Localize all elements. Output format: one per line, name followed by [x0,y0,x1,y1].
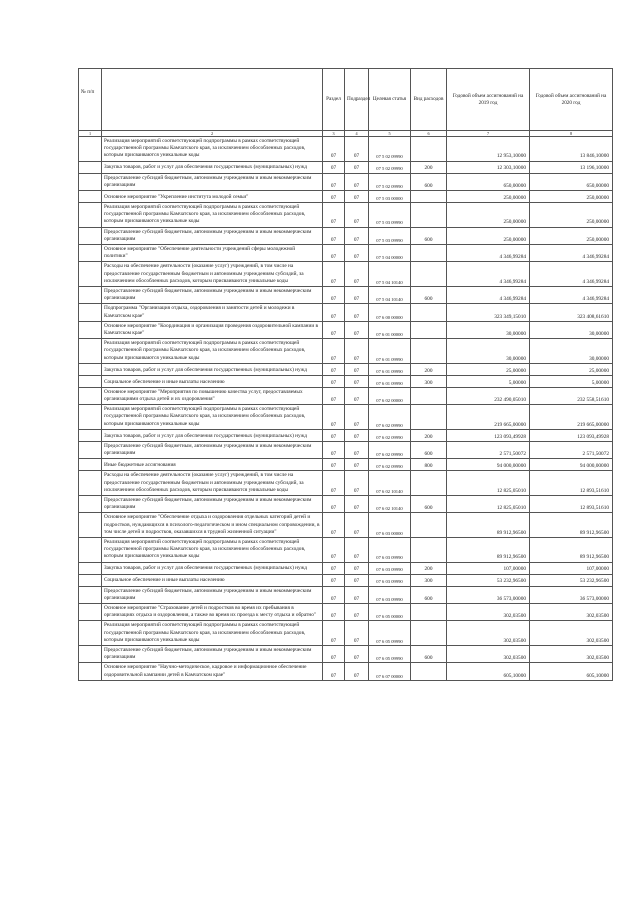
row-subsection: 07 [345,405,369,430]
row-subsection: 07 [345,262,369,287]
row-number [79,513,102,538]
row-expense-type [411,621,447,646]
row-section: 07 [323,405,345,430]
row-section: 07 [323,287,345,304]
row-amount-2019: 302,03500 [447,603,530,620]
row-amount-2019: 107,00000 [447,562,530,574]
row-target-article: 07 6 03 09990 [369,537,411,562]
row-number [79,562,102,574]
row-amount-2019: 25,00000 [447,363,530,375]
row-expense-type: 200 [411,429,447,441]
table-row [79,287,613,304]
column-number: 4 [345,131,369,137]
row-subsection: 07 [345,321,369,338]
row-amount-2019: 219 665,00000 [447,405,530,430]
column-number: 7 [447,131,530,137]
row-amount-2019: 605,10000 [447,663,530,680]
row-amount-2019: 323 349,15010 [447,304,530,321]
row-section: 07 [323,495,345,512]
budget-table [78,68,613,681]
row-number [79,375,102,387]
row-target-article: 07 6 03 09990 [369,562,411,574]
row-section: 07 [323,513,345,538]
row-target-article: 07 6 02 09990 [369,405,411,430]
row-name: Закупка товаров, работ и услуг для обеспечения государственных (муниципальных) нужд [102,161,323,173]
row-name: Расходы на обеспечение деятельности (оказание услуг) учреждений, в том числе на предоставление государственным бюджетным и автономным учреждениям субсидий, за исключением обособленных расходов, которым присваиваются уникальные коды [102,262,323,287]
column-number: 6 [411,131,447,137]
row-expense-type [411,191,447,203]
table-body [79,137,613,681]
row-amount-2020: 13 846,10000 [530,137,613,162]
row-target-article: 07 5 04 00000 [369,245,411,262]
row-subsection: 07 [345,191,369,203]
table-row [79,191,613,203]
row-target-article: 07 6 02 09990 [369,459,411,471]
row-amount-2019: 89 912,96500 [447,537,530,562]
row-section: 07 [323,603,345,620]
row-amount-2019: 250,00000 [447,227,530,244]
row-section: 07 [323,203,345,228]
row-section: 07 [323,537,345,562]
row-number [79,429,102,441]
column-number: 1 [79,131,102,137]
table-row [79,203,613,228]
row-number [79,173,102,190]
row-number [79,471,102,496]
table-row [79,663,613,680]
table-row [79,363,613,375]
table-row [79,262,613,287]
row-amount-2020: 219 665,00000 [530,405,613,430]
row-section: 07 [323,304,345,321]
row-name: Предоставление субсидий бюджетным, автономным учреждениям и иным некоммерческим организациям [102,441,323,458]
row-expense-type: 600 [411,441,447,458]
row-section: 07 [323,173,345,190]
row-name: Закупка товаров, работ и услуг для обеспечения государственных (муниципальных) нужд [102,429,323,441]
table-row [79,645,613,662]
row-subsection: 07 [345,621,369,646]
row-name: Реализация мероприятий соответствующей подпрограммы в рамках соответствующей государственной программы Камчатского края, за исключением обособленных расходов, которым присваиваются уникальные коды [102,537,323,562]
row-amount-2020: 123 093,49928 [530,429,613,441]
row-target-article: 07 6 02 00000 [369,387,411,404]
table-row [79,441,613,458]
row-expense-type [411,304,447,321]
row-expense-type: 300 [411,375,447,387]
row-section: 07 [323,574,345,586]
row-expense-type: 800 [411,459,447,471]
header-num: № п/п [79,69,102,131]
column-number: 3 [323,131,345,137]
row-name: Основное мероприятие "Научно-методическое, кадровое и информационное обеспечение оздоровительной кампании детей в Камчатском крае" [102,663,323,680]
row-amount-2020: 53 232,96500 [530,574,613,586]
row-name: Подпрограмма "Организация отдыха, оздоровления и занятости детей и молодежи в Камчатском крае" [102,304,323,321]
row-section: 07 [323,562,345,574]
row-amount-2019: 250,00000 [447,203,530,228]
row-subsection: 07 [345,586,369,603]
row-amount-2020: 232 558,51610 [530,387,613,404]
row-amount-2019: 94 000,00000 [447,459,530,471]
row-amount-2020: 4 346,99284 [530,245,613,262]
row-subsection: 07 [345,304,369,321]
table-row [79,227,613,244]
row-amount-2020: 302,03500 [530,621,613,646]
row-expense-type [411,405,447,430]
row-target-article: 07 6 02 09990 [369,441,411,458]
row-section: 07 [323,645,345,662]
row-number [79,287,102,304]
row-number [79,262,102,287]
row-amount-2019: 12 825,05010 [447,495,530,512]
row-number [79,161,102,173]
row-name: Предоставление субсидий бюджетным, автономным учреждениям и иным некоммерческим организациям [102,227,323,244]
row-target-article: 07 6 01 00000 [369,321,411,338]
row-expense-type: 600 [411,495,447,512]
row-subsection: 07 [345,537,369,562]
row-amount-2020: 12 893,51610 [530,495,613,512]
row-amount-2020: 302,03500 [530,603,613,620]
header-target-article: Целевая статья [369,69,411,131]
row-number [79,137,102,162]
row-expense-type [411,137,447,162]
row-amount-2019: 232 490,05010 [447,387,530,404]
row-expense-type [411,603,447,620]
row-subsection: 07 [345,363,369,375]
row-amount-2020: 4 346,99284 [530,287,613,304]
row-expense-type: 200 [411,562,447,574]
row-number [79,574,102,586]
row-number [79,203,102,228]
row-amount-2020: 250,00000 [530,227,613,244]
row-amount-2019: 12 825,05010 [447,471,530,496]
row-name: Закупка товаров, работ и услуг для обеспечения государственных (муниципальных) нужд [102,562,323,574]
row-target-article: 07 6 05 09990 [369,645,411,662]
header-name [102,69,323,131]
row-amount-2019: 5,00000 [447,375,530,387]
row-amount-2019: 650,00000 [447,173,530,190]
row-amount-2019: 4 346,99284 [447,262,530,287]
row-subsection: 07 [345,375,369,387]
row-section: 07 [323,586,345,603]
row-name: Основное мероприятие "Укрепление института молодой семьи" [102,191,323,203]
table-row [79,137,613,162]
row-expense-type: 600 [411,227,447,244]
row-amount-2020: 5,00000 [530,375,613,387]
row-amount-2020: 650,00000 [530,173,613,190]
table-row [79,387,613,404]
table-row [79,429,613,441]
row-target-article: 07 5 03 09990 [369,227,411,244]
row-number [79,304,102,321]
row-number [79,537,102,562]
row-subsection: 07 [345,387,369,404]
row-subsection: 07 [345,574,369,586]
row-number [79,663,102,680]
row-subsection: 07 [345,245,369,262]
row-name: Предоставление субсидий бюджетным, автономным учреждениям и иным некоммерческим организациям [102,586,323,603]
row-amount-2019: 250,00000 [447,191,530,203]
row-subsection: 07 [345,645,369,662]
row-section: 07 [323,339,345,364]
row-amount-2020: 2 571,50072 [530,441,613,458]
row-number [79,586,102,603]
row-target-article: 07 6 02 10140 [369,471,411,496]
row-target-article: 07 6 03 00000 [369,513,411,538]
row-subsection: 07 [345,562,369,574]
header-amount-2020: Годовой объем ассигнований на 2020 год [530,69,613,131]
row-section: 07 [323,459,345,471]
row-expense-type: 200 [411,161,447,173]
row-name: Основное мероприятие "Страхование детей и подростков во время их пребывания в организациях отдыха и оздоровления, а также во время их проезда к месту отдыха и обратно" [102,603,323,620]
table-row [79,405,613,430]
row-number [79,645,102,662]
row-number [79,459,102,471]
row-target-article: 07 6 03 09990 [369,586,411,603]
header-subsection: Подраздел [345,69,369,131]
table-header-row [79,69,613,131]
row-amount-2019: 12 303,10000 [447,161,530,173]
row-expense-type: 600 [411,173,447,190]
table-row [79,513,613,538]
row-amount-2019: 53 232,96500 [447,574,530,586]
row-section: 07 [323,245,345,262]
row-expense-type: 300 [411,574,447,586]
row-amount-2019: 302,03500 [447,621,530,646]
row-expense-type: 600 [411,287,447,304]
row-subsection: 07 [345,459,369,471]
row-name: Расходы на обеспечение деятельности (оказание услуг) учреждений, в том числе на предоставление государственным бюджетным и автономным учреждениям субсидий, за исключением обособленных расходов, которым присваиваются уникальные коды [102,471,323,496]
row-name: Основное мероприятие "Обеспечение деятельности учреждений сферы молодежной политики" [102,245,323,262]
row-target-article: 07 5 04 10140 [369,262,411,287]
row-amount-2020: 250,00000 [530,191,613,203]
row-target-article: 07 5 03 09990 [369,203,411,228]
row-subsection: 07 [345,339,369,364]
row-subsection: 07 [345,663,369,680]
row-expense-type [411,321,447,338]
row-subsection: 07 [345,429,369,441]
table-row [79,339,613,364]
column-number: 5 [369,131,411,137]
row-name: Социальное обеспечение и иные выплаты населению [102,375,323,387]
row-name: Предоставление субсидий бюджетным, автономным учреждениям и иным некоммерческим организациям [102,173,323,190]
table-row [79,495,613,512]
row-target-article: 07 5 03 00000 [369,191,411,203]
header-expense-type: Вид расходов [411,69,447,131]
row-number [79,603,102,620]
row-expense-type [411,387,447,404]
table-row [79,586,613,603]
row-number [79,339,102,364]
row-number [79,321,102,338]
row-subsection: 07 [345,513,369,538]
row-subsection: 07 [345,137,369,162]
row-amount-2020: 89 912,96500 [530,537,613,562]
row-amount-2020: 323 408,61610 [530,304,613,321]
row-name: Предоставление субсидий бюджетным, автономным учреждениям и иным некоммерческим организациям [102,495,323,512]
row-section: 07 [323,375,345,387]
row-section: 07 [323,471,345,496]
table-row [79,304,613,321]
row-number [79,387,102,404]
row-subsection: 07 [345,495,369,512]
row-amount-2019: 30,00000 [447,321,530,338]
row-name: Основное мероприятие "Мероприятия по повышению качества услуг, предоставляемых организациями отдыха детей и их оздоровления" [102,387,323,404]
row-name: Реализация мероприятий соответствующей подпрограммы в рамках соответствующей государственной программы Камчатского края, за исключением обособленных расходов, которым присваиваются уникальные коды [102,137,323,162]
row-target-article: 07 6 05 09990 [369,621,411,646]
row-expense-type: 600 [411,645,447,662]
row-number [79,495,102,512]
row-expense-type [411,339,447,364]
row-expense-type [411,663,447,680]
row-expense-type [411,513,447,538]
row-name: Основное мероприятие "Координация и организация проведения оздоровительной кампании в Камчатском крае" [102,321,323,338]
row-subsection: 07 [345,471,369,496]
row-section: 07 [323,227,345,244]
row-target-article: 07 6 07 00000 [369,663,411,680]
header-section: Раздел [323,69,345,131]
table-row [79,321,613,338]
row-target-article: 07 6 01 09990 [369,363,411,375]
row-section: 07 [323,191,345,203]
row-target-article: 07 6 05 00000 [369,603,411,620]
row-target-article: 07 5 02 09990 [369,137,411,162]
row-amount-2020: 94 000,00000 [530,459,613,471]
row-amount-2020: 250,00000 [530,203,613,228]
row-name: Основное мероприятие "Обеспечение отдыха и оздоровления отдельных категорий детей и подростков, нуждающихся в психолого-педагогическом и ином специальном сопровождении, в том числе детей и подростков, оказавшихся в трудной жизненной ситуации" [102,513,323,538]
row-subsection: 07 [345,203,369,228]
row-amount-2020: 30,00000 [530,339,613,364]
row-amount-2020: 4 346,99284 [530,262,613,287]
row-amount-2020: 89 912,96500 [530,513,613,538]
row-name: Реализация мероприятий соответствующей подпрограммы в рамках соответствующей государственной программы Камчатского края, за исключением обособленных расходов, которым присваиваются уникальные коды [102,621,323,646]
row-number [79,245,102,262]
header-amount-2019: Годовой объем ассигнований на 2019 год [447,69,530,131]
budget-document [78,68,612,681]
table-row [79,537,613,562]
row-section: 07 [323,321,345,338]
row-expense-type [411,537,447,562]
row-amount-2019: 30,00000 [447,339,530,364]
table-row [79,603,613,620]
row-expense-type: 600 [411,586,447,603]
row-name: Предоставление субсидий бюджетным, автономным учреждениям и иным некоммерческим организациям [102,287,323,304]
row-subsection: 07 [345,441,369,458]
row-section: 07 [323,621,345,646]
row-name: Закупка товаров, работ и услуг для обеспечения государственных (муниципальных) нужд [102,363,323,375]
row-target-article: 07 6 02 10140 [369,495,411,512]
row-subsection: 07 [345,227,369,244]
row-target-article: 07 6 02 09990 [369,429,411,441]
row-section: 07 [323,429,345,441]
row-amount-2020: 13 196,10000 [530,161,613,173]
table-row [79,459,613,471]
table-row [79,562,613,574]
row-subsection: 07 [345,173,369,190]
row-subsection: 07 [345,161,369,173]
row-section: 07 [323,161,345,173]
row-number [79,405,102,430]
row-number [79,621,102,646]
row-name: Иные бюджетные ассигнования [102,459,323,471]
row-amount-2020: 302,03500 [530,645,613,662]
row-amount-2020: 605,10000 [530,663,613,680]
column-number: 2 [102,131,323,137]
row-target-article: 07 6 03 09990 [369,574,411,586]
row-section: 07 [323,387,345,404]
row-expense-type [411,262,447,287]
table-row [79,375,613,387]
table-row [79,173,613,190]
row-number [79,363,102,375]
row-amount-2020: 107,00000 [530,562,613,574]
row-number [79,191,102,203]
row-target-article: 07 6 01 09990 [369,339,411,364]
column-number: 8 [530,131,613,137]
row-amount-2019: 12 953,10000 [447,137,530,162]
row-section: 07 [323,363,345,375]
row-name: Предоставление субсидий бюджетным, автономным учреждениям и иным некоммерческим организациям [102,645,323,662]
row-expense-type [411,203,447,228]
row-amount-2019: 89 912,96500 [447,513,530,538]
row-section: 07 [323,262,345,287]
row-target-article: 07 5 02 09990 [369,161,411,173]
row-target-article: 07 5 02 09990 [369,173,411,190]
row-amount-2019: 4 346,99284 [447,245,530,262]
row-target-article: 07 6 01 09990 [369,375,411,387]
table-row [79,245,613,262]
row-section: 07 [323,663,345,680]
row-name: Реализация мероприятий соответствующей подпрограммы в рамках соответствующей государственной программы Камчатского края, за исключением обособленных расходов, которым присваиваются уникальные коды [102,405,323,430]
row-section: 07 [323,441,345,458]
row-number [79,441,102,458]
row-amount-2019: 302,03500 [447,645,530,662]
row-amount-2020: 25,00000 [530,363,613,375]
row-name: Социальное обеспечение и иные выплаты населению [102,574,323,586]
table-row [79,161,613,173]
table-row [79,621,613,646]
row-section: 07 [323,137,345,162]
row-target-article: 07 5 04 10140 [369,287,411,304]
table-row [79,574,613,586]
row-expense-type [411,471,447,496]
row-number [79,227,102,244]
row-expense-type [411,245,447,262]
row-amount-2020: 12 893,51610 [530,471,613,496]
row-amount-2019: 36 573,00000 [447,586,530,603]
row-amount-2019: 4 346,99284 [447,287,530,304]
row-name: Реализация мероприятий соответствующей подпрограммы в рамках соответствующей государственной программы Камчатского края, за исключением обособленных расходов, которым присваиваются уникальные коды [102,339,323,364]
table-row [79,471,613,496]
row-expense-type: 200 [411,363,447,375]
row-subsection: 07 [345,287,369,304]
row-amount-2020: 36 573,00000 [530,586,613,603]
row-target-article: 07 6 00 00000 [369,304,411,321]
row-name: Реализация мероприятий соответствующей подпрограммы в рамках соответствующей государственной программы Камчатского края, за исключением обособленных расходов, которым присваиваются уникальные коды [102,203,323,228]
row-amount-2020: 30,00000 [530,321,613,338]
row-subsection: 07 [345,603,369,620]
row-amount-2019: 2 571,50072 [447,441,530,458]
row-amount-2019: 123 093,49928 [447,429,530,441]
